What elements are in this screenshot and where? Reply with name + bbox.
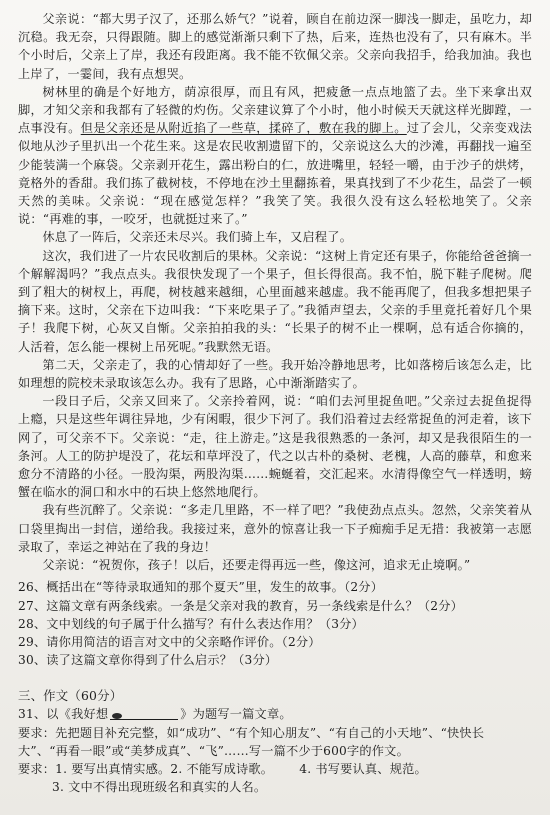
composition-prompt-details: 要求：先把题目补充完整，如“成功”、“有个知心朋友”、“有自己的小天地”、“快快长大”、“再看一眼”或“美梦成真”、“飞”……写一篇不少于600字的作文。	[18, 725, 485, 758]
story-paragraph-2-text-b: 过了会儿，父亲变戏法似地从沙子里扒出一个花生来。这是农民收割遗留下的，父亲说这么大的沙滩，再翻找一遍至少能装满一个麻袋。父亲剥开花生，露出粉白的仁，放进嘴里，轻轻一嚼，由于沙子的烘烤，竟格外的香甜。我们拣了截树枝，不停地在沙土里翻拣着，果真找到了不少花生，品尝了一顿天然的美味。父亲说：“现在感觉怎样？”我笑了笑。我很久没有这么轻松地笑了。父亲说：“再难的事，一咬牙，也就挺过来了。”	[18, 121, 532, 227]
story-paragraph-2-text-a: 树林里的确是个好地方，荫凉很厚，而且有风，把疲惫一点点地篮了去。坐下来拿出双脚，才知父亲和我都有了轻微的灼伤。父亲建议算了个小时，他小时候天天就这样光脚蹚，一点事没有。	[18, 84, 532, 136]
composition-prompt-part-a: 31、以《我好想	[18, 707, 109, 722]
story-paragraph-6: 一段日子后，父亲又回来了。父亲拎着网，说：“咱们去河里捉鱼吧。”父亲过去捉鱼捉得上瘾，只是这些年调往异地，少有闲暇，很少下河了。我们沿着过去经常捉鱼的河走着，该下网了，可父亲不下。父亲说：“走，往上游走。”这是我很熟悉的一条河，却又是我很陌生的一条河。人工的防护堤没了，花坛和草坪没了，代之以古朴的桑树、老槐，人高的藤草，和愈来愈分不清路的小径。一股沟渠，两股沟渠……蜿蜒着，交汇起来。水清得像空气一样透明，螃蟹在临水的洞口和水中的石块上悠然地爬行。	[18, 394, 532, 500]
composition-prompt-part-b: 》为题写一篇文章。	[180, 707, 292, 722]
story-paragraph-1: 父亲说：“都大男子汉了，还那么娇气？”说着，顾自在前边深一脚浅一脚走，虽吃力，却沉稳。我无奈，只得跟随。脚上的感觉渐渐只剩下了热，后来，连热也没有了，只有麻木。半个小时后，父亲上了岸，我还有段距离。我不能不钦佩父亲。父亲向我招手，给我加油。我也上岸了，一霎间，我有点想哭。	[18, 12, 532, 81]
story-paragraph-5: 第二天，父亲走了，我的心情却好了一些。我开始冷静地思考，比如落榜后该怎么走，比如理想的院校未录取该怎么办。我有了思路，心中渐渐踏实了。	[18, 357, 532, 391]
question-26: 26、概括出在“等待录取通知的那个夏天”里，发生的故事。（2分）	[18, 580, 384, 595]
question-27: 27、这篇文章有两条线索。一条是父亲对我的教育，另一条线索是什么？（2分）	[18, 598, 464, 613]
composition-section-title: 三、作文（60分）	[18, 688, 123, 704]
ink-blot-mark	[112, 713, 122, 719]
story-paragraph-7: 我有些沉醉了。父亲说：“多走几里路，不一样了吧？”我使劲点点头。忽然，父亲笑着从口袋里掏出一封信，递给我。我接过来，意外的惊喜让我一下子痴痴手足无措：我被第一志愿录取了，幸运之神站在了我的身边！	[18, 503, 532, 554]
composition-requirements-1-2: 要求：1. 要写出真情实感。2. 不能写成诗歌。	[18, 761, 274, 776]
composition-prompt-31	[18, 705, 532, 723]
title-blank	[110, 707, 178, 720]
composition-requirements-line-2: 3. 文中不得出现班级名和真实的人名。	[52, 780, 267, 795]
question-list	[18, 578, 532, 669]
story-paragraph-3: 休息了一阵后，父亲还未尽兴。我们骑上车，又启程了。	[42, 230, 353, 245]
story-paragraph-2-underlined-sentence: 但是父亲还是从附近掐了一些草，揉碎了，敷在我的脚上。	[80, 121, 407, 136]
composition-requirement-4: 4. 书写要认真、规范。	[299, 761, 427, 776]
question-28: 28、文中划线的句子属于什么描写？有什么表达作用？（3分）	[18, 616, 364, 631]
story-paragraph-4: 这次，我们进了一片农民收割后的果林。父亲说：“这树上肯定还有果子，你能给爸爸摘一个解解渴吗？”我点点头。我很快发现了一个果子，但长得很高。我不怕，脱下鞋子爬树。爬到了粗大的树杈上，再爬，树枝越来越细，心里面越来越虚。我不能再爬了，但我多想把果子摘下来。这时，父亲在下边叫我：“下来吃果子了。”我循声望去，父亲的手里竟托着好几个果子！我爬下树，心灰又自惭。父亲拍拍我的头：“长果子的树不止一棵啊，总有适合你摘的，人活着，怎么能一棵树上吊死呢。”我默然无语。	[18, 248, 532, 354]
question-30: 30、读了这篇文章你得到了什么启示？（3分）	[18, 653, 278, 668]
story-paragraph-2	[18, 83, 532, 229]
composition-requirements-line-1	[18, 760, 532, 778]
story-paragraph-8: 父亲说：“祝贺你，孩子！以后，还要走得再远一些，像这河，追求无止境啊。”	[42, 558, 471, 573]
question-29: 29、请你用简洁的语言对文中的父亲略作评价。（2分）	[18, 634, 321, 649]
